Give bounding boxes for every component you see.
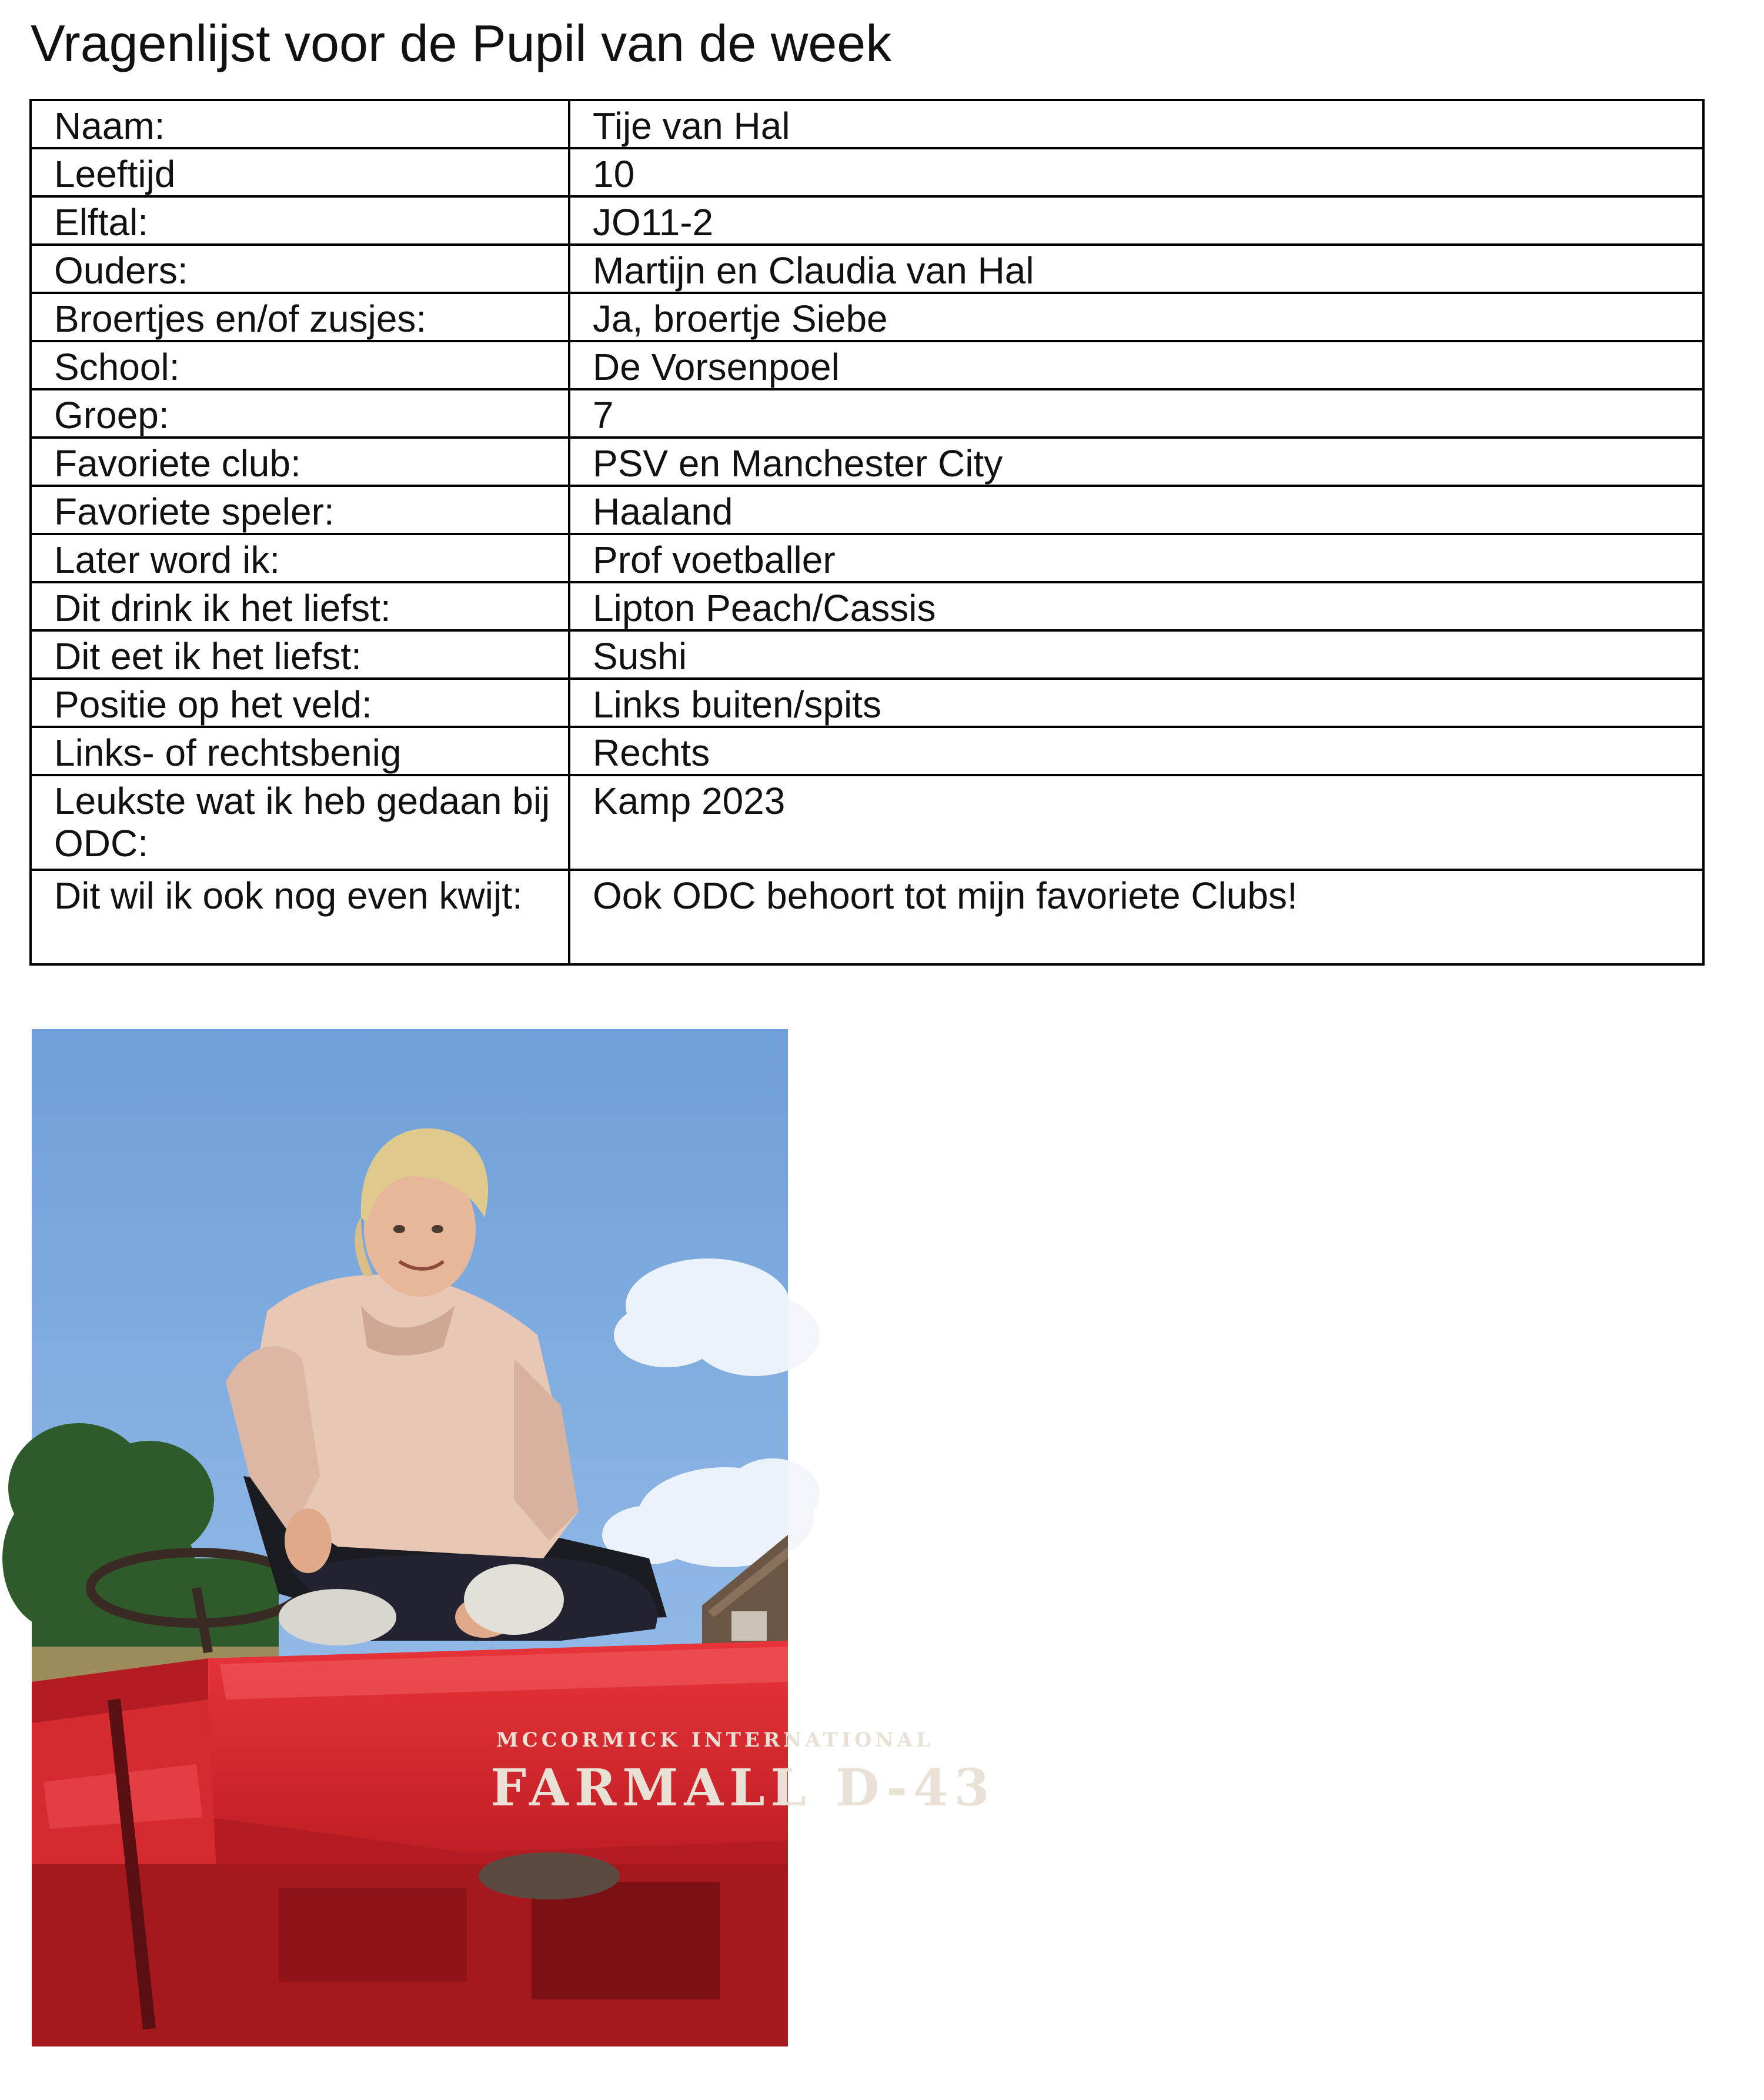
row-value: De Vorsenpoel <box>569 341 1703 389</box>
row-label: Leeftijd <box>31 148 569 196</box>
table-row <box>31 389 1703 438</box>
row-value: JO11-2 <box>569 196 1703 245</box>
tractor-text-top: MCCORMICK INTERNATIONAL <box>496 1728 934 1752</box>
row-value: PSV en Manchester City <box>569 438 1703 486</box>
row-value: Ja, broertje Siebe <box>569 293 1703 341</box>
tractor-lettering <box>490 1728 995 1818</box>
row-label: Leukste wat ik heb gedaan bij ODC: <box>31 775 569 870</box>
table-row <box>31 100 1703 148</box>
row-value: Prof voetballer <box>569 534 1703 582</box>
row-label: Groep: <box>31 389 569 438</box>
row-value: Martijn en Claudia van Hal <box>569 245 1703 293</box>
row-label: Links- of rechtsbenig <box>31 727 569 775</box>
row-label: Broertjes en/of zusjes: <box>31 293 569 341</box>
row-value: Lipton Peach/Cassis <box>569 582 1703 630</box>
row-value: Links buiten/spits <box>569 679 1703 727</box>
table-row <box>31 341 1703 389</box>
table-row <box>31 245 1703 293</box>
row-label: Favoriete club: <box>31 438 569 486</box>
table-row <box>31 534 1703 582</box>
pupil-photo <box>32 1029 995 2046</box>
row-label: Ouders: <box>31 245 569 293</box>
row-label: Dit drink ik het liefst: <box>31 582 569 630</box>
row-label: Elftal: <box>31 196 569 245</box>
row-label: Naam: <box>31 100 569 148</box>
row-value: Ook ODC behoort tot mijn favoriete Clubs! <box>569 870 1703 964</box>
row-label: Positie op het veld: <box>31 679 569 727</box>
page-title: Vragenlijst voor de Pupil van de week <box>31 14 892 72</box>
row-label: Favoriete speler: <box>31 486 569 534</box>
row-label: School: <box>31 341 569 389</box>
row-label: Dit wil ik ook nog even kwijt: <box>31 870 569 964</box>
tractor-text-main: FARMALL D-43 <box>490 1758 995 1818</box>
questionnaire-table <box>29 99 1705 966</box>
row-value: Sushi <box>569 630 1703 679</box>
row-value: 10 <box>569 148 1703 196</box>
tractor <box>32 1641 788 2046</box>
table-row <box>31 293 1703 341</box>
table-row <box>31 679 1703 727</box>
row-label: Later word ik: <box>31 534 569 582</box>
table-row <box>31 870 1703 964</box>
row-value: 7 <box>569 389 1703 438</box>
table-row <box>31 582 1703 630</box>
row-value: Rechts <box>569 727 1703 775</box>
row-label: Dit eet ik het liefst: <box>31 630 569 679</box>
table-row <box>31 148 1703 196</box>
row-value: Kamp 2023 <box>569 775 1703 870</box>
row-value: Tije van Hal <box>569 100 1703 148</box>
photo-illustration <box>32 1029 995 2046</box>
row-value: Haaland <box>569 486 1703 534</box>
table-row <box>31 630 1703 679</box>
table-row <box>31 775 1703 870</box>
table-row <box>31 486 1703 534</box>
table-row <box>31 438 1703 486</box>
table-row <box>31 727 1703 775</box>
table-row <box>31 196 1703 245</box>
